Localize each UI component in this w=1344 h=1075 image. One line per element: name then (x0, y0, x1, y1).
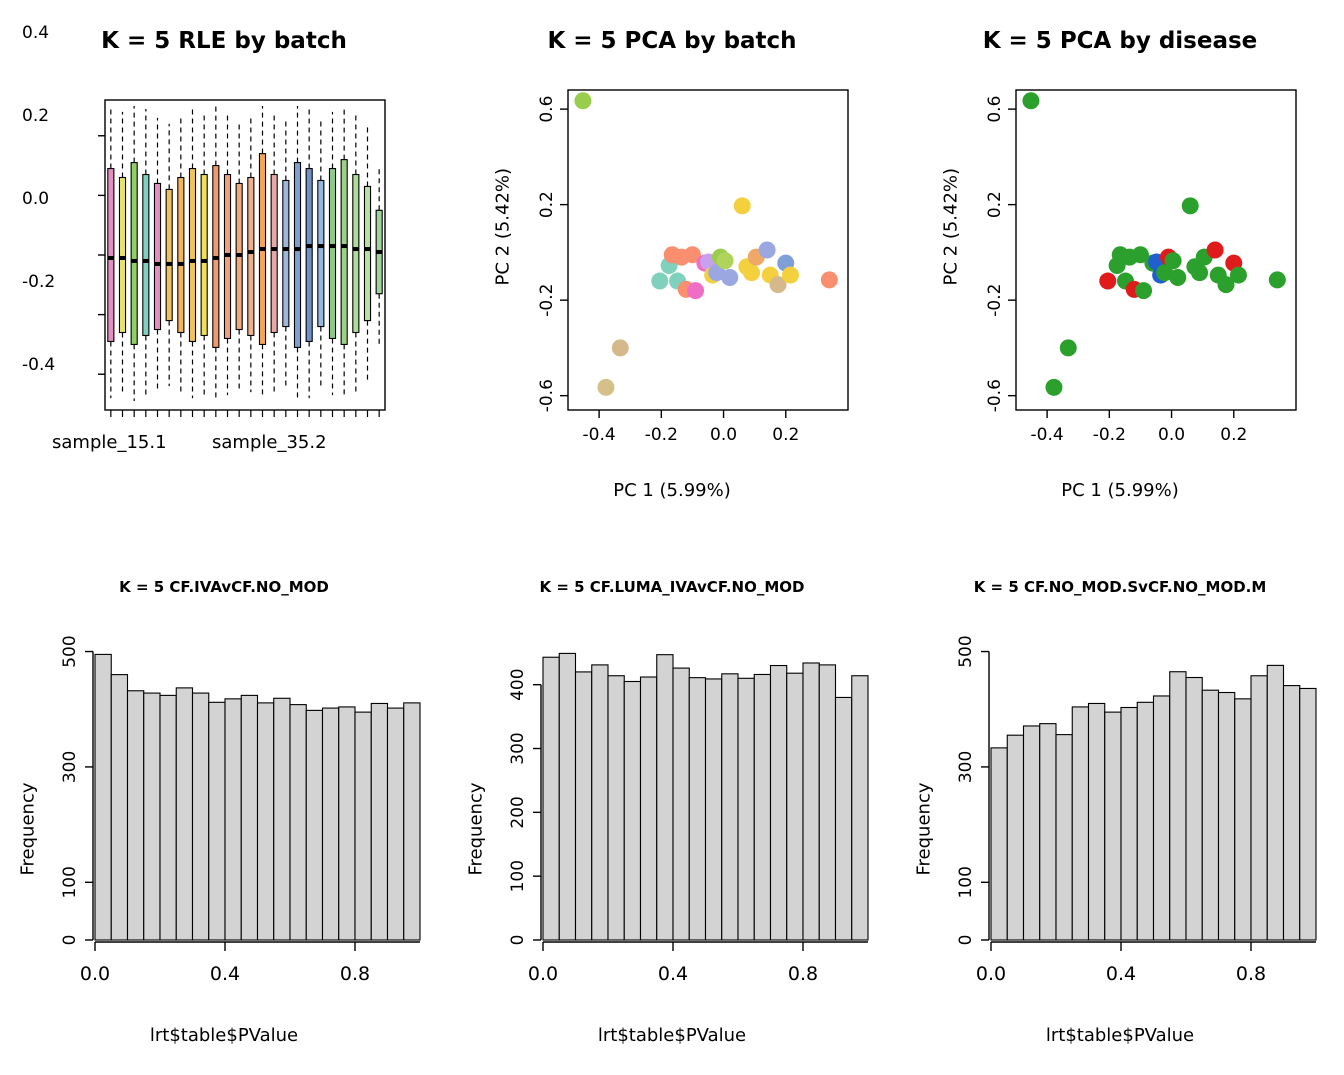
hist-bar (1056, 735, 1072, 940)
hist-bar (1186, 678, 1202, 941)
rle-box (178, 178, 184, 333)
hist-bar (274, 698, 290, 940)
xtick-label: 0.0 (1158, 425, 1186, 445)
rle-ytick--0.2: -0.2 (22, 272, 56, 292)
xtick-label: -0.2 (1092, 425, 1126, 445)
xtick-label: 0.4 (209, 963, 241, 985)
hist-bar (1007, 735, 1023, 940)
rle-box (189, 169, 195, 342)
xtick-label: 0.2 (772, 425, 800, 445)
rle-box (166, 189, 172, 320)
hist-bar (673, 668, 689, 940)
hist-bar (576, 672, 592, 940)
ytick-label: 500 (60, 635, 80, 668)
pca-batch-ylabel: PC 2 (5.42%) (492, 167, 514, 286)
rle-box (143, 175, 149, 336)
rle-xtick-sample-15-1: sample_15.1 (52, 432, 167, 453)
scatter-point (721, 269, 738, 286)
rle-box (306, 169, 312, 342)
xtick-label: 0.0 (975, 963, 1007, 985)
rle-box (341, 160, 347, 345)
hist-bar (624, 681, 640, 940)
hist-2-ylabel: Frequency (465, 782, 487, 876)
ytick-label: -0.6 (537, 379, 557, 413)
ytick-label: 400 (508, 668, 528, 701)
ytick-label: 300 (508, 732, 528, 765)
ytick-label: 0 (956, 934, 976, 946)
hist-bar (1202, 690, 1218, 940)
scatter-point (717, 252, 734, 269)
ytick-label: -0.6 (985, 379, 1005, 413)
scatter-point (574, 92, 591, 109)
ytick-label: 100 (60, 866, 80, 899)
rle-box (364, 186, 370, 320)
ytick-label: 300 (956, 750, 976, 784)
panel-hist-2 (448, 540, 896, 1075)
hist-3-ylabel: Frequency (913, 782, 935, 876)
hist-bar (1219, 693, 1235, 941)
panel-pca-by-disease (896, 0, 1344, 530)
pca-disease-ylabel: PC 2 (5.42%) (940, 167, 962, 286)
scatter-point (1045, 379, 1062, 396)
rle-ytick-0.4: 0.4 (22, 23, 50, 43)
hist-bar (689, 678, 705, 940)
rle-box (131, 163, 137, 345)
rle-xtick-sample-35-2: sample_35.2 (212, 432, 327, 453)
xtick-label: -0.4 (1030, 425, 1064, 445)
hist-bar (339, 707, 355, 940)
hist-bar (95, 654, 111, 940)
scatter-point (1269, 271, 1286, 288)
panel-pca-by-batch (448, 0, 896, 530)
rle-box (294, 163, 300, 348)
hist-bar (1024, 726, 1040, 940)
hist-bar (111, 675, 127, 940)
pca-disease-xlabel: PC 1 (5.99%) (1061, 480, 1179, 501)
hist-bar (193, 693, 209, 940)
hist-bar (160, 695, 176, 940)
hist-bar (1284, 686, 1300, 940)
hist-bar (241, 695, 257, 940)
pca-batch-canvas (448, 0, 896, 530)
panel-hist-1 (0, 540, 448, 1075)
hist-bar (836, 697, 852, 940)
hist-bar (738, 678, 754, 940)
xtick-label: 0.8 (787, 963, 819, 985)
scatter-point (1182, 197, 1199, 214)
scatter-point (1135, 282, 1152, 299)
panel-title-hist-3: K = 5 CF.NO_MOD.SvCF.NO_MOD.M (973, 578, 1267, 596)
hist-bar (819, 665, 835, 940)
pca-by-batch-plot-box (568, 90, 848, 410)
scatter-point (759, 242, 776, 259)
hist-bar (128, 691, 144, 940)
rle-ytick-0.2: 0.2 (22, 106, 50, 126)
panel-hist-3 (896, 540, 1344, 1075)
hist-2-xlabel: lrt$table$PValue (597, 1025, 747, 1046)
hist-bar (355, 712, 371, 940)
hist-bar (1154, 696, 1170, 940)
rle-box (318, 180, 324, 326)
scatter-point (1022, 92, 1039, 109)
hist-bar (306, 710, 322, 940)
hist-bar (144, 693, 160, 940)
ytick-label: 300 (60, 750, 80, 784)
ytick-label: 0.2 (985, 191, 1005, 219)
ytick-label: 100 (508, 859, 528, 893)
xtick-label: 0.8 (1235, 963, 1267, 985)
rle-ytick--0.4: -0.4 (22, 355, 56, 375)
hist-bar (657, 655, 673, 940)
hist-2-canvas (448, 540, 896, 1075)
hist-bar (991, 748, 1007, 940)
hist-bar (543, 657, 559, 940)
xtick-label: 0.0 (710, 425, 738, 445)
scatter-point (821, 271, 838, 288)
xtick-label: 0.0 (79, 963, 111, 985)
pca-by-disease-plot-box (1016, 90, 1296, 410)
hist-bar (176, 688, 192, 940)
ytick-label: 0.2 (537, 191, 557, 219)
xtick-label: -0.2 (644, 425, 678, 445)
rle-box (201, 175, 207, 336)
hist-1-xlabel: lrt$table$PValue (149, 1025, 299, 1046)
scatter-point (1207, 242, 1224, 259)
scatter-point (1191, 264, 1208, 281)
rle-ytick-0.0: 0.0 (22, 189, 50, 209)
scatter-point (651, 273, 668, 290)
hist-bar (323, 708, 339, 940)
panel-title-pca-disease: K = 5 PCA by disease (982, 28, 1258, 54)
ytick-label: 500 (956, 635, 976, 668)
hist-bar (787, 673, 803, 940)
ytick-label: 100 (956, 866, 976, 899)
hist-bar (641, 677, 657, 940)
hist-bar (1105, 712, 1121, 940)
hist-bar (404, 703, 420, 940)
hist-3-canvas (896, 540, 1344, 1075)
rle-box (154, 183, 160, 329)
ytick-label: 200 (508, 796, 528, 829)
xtick-label: 0.4 (657, 963, 689, 985)
hist-bar (1170, 672, 1186, 940)
hist-bar (592, 665, 608, 940)
hist-bar (722, 674, 738, 940)
rle-box (119, 178, 125, 333)
hist-bar (225, 699, 241, 940)
ytick-label: 0 (60, 934, 80, 946)
hist-bar (209, 702, 225, 940)
hist-bar (754, 674, 770, 940)
hist-bar (608, 676, 624, 940)
scatter-point (612, 339, 629, 356)
hist-bar (1267, 665, 1283, 940)
hist-bar (1251, 676, 1267, 940)
hist-bar (852, 676, 868, 940)
hist-1-canvas (0, 540, 448, 1075)
hist-bar (803, 663, 819, 940)
scatter-point (1165, 252, 1182, 269)
hist-bar (771, 666, 787, 940)
hist-bar (290, 705, 306, 940)
xtick-label: 0.0 (527, 963, 559, 985)
pca-disease-canvas (896, 0, 1344, 530)
rle-box (283, 180, 289, 326)
scatter-point (1099, 273, 1116, 290)
xtick-label: 0.4 (1105, 963, 1137, 985)
scatter-point (743, 264, 760, 281)
scatter-point (1230, 267, 1247, 284)
panel-title-hist-2: K = 5 CF.LUMA_IVAvCF.NO_MOD (539, 578, 805, 596)
hist-1-ylabel: Frequency (17, 782, 39, 876)
xtick-label: 0.2 (1220, 425, 1248, 445)
hist-3-xlabel: lrt$table$PValue (1045, 1025, 1195, 1046)
rle-plot-canvas (0, 0, 448, 500)
scatter-point (782, 267, 799, 284)
panel-title-rle: K = 5 RLE by batch (101, 28, 347, 54)
rle-box (271, 175, 277, 333)
ytick-label: -0.2 (985, 283, 1005, 317)
scatter-point (734, 197, 751, 214)
panel-title-pca-batch: K = 5 PCA by batch (547, 28, 797, 54)
hist-bar (1300, 688, 1316, 940)
hist-bar (706, 679, 722, 940)
scatter-point (1060, 339, 1077, 356)
hist-bar (1235, 699, 1251, 940)
ytick-label: 0.6 (537, 95, 557, 123)
ytick-label: 0 (508, 934, 528, 946)
ytick-label: -0.2 (537, 283, 557, 317)
hist-bar (258, 703, 274, 940)
rle-box (248, 178, 254, 336)
xtick-label: -0.4 (582, 425, 616, 445)
rle-box (329, 169, 335, 339)
hist-bar (371, 703, 387, 940)
scatter-point (687, 282, 704, 299)
hist-bar (1089, 703, 1105, 940)
panel-rle-by-batch (0, 0, 448, 500)
pca-batch-xlabel: PC 1 (5.99%) (613, 480, 731, 501)
scatter-point (597, 379, 614, 396)
rle-box (108, 169, 114, 342)
hist-bar (1121, 708, 1137, 941)
rle-box (353, 175, 359, 333)
ytick-label: 0.6 (985, 95, 1005, 123)
scatter-point (1169, 269, 1186, 286)
hist-bar (559, 653, 575, 940)
hist-bar (1040, 724, 1056, 940)
hist-bar (1072, 707, 1088, 940)
hist-bar (388, 708, 404, 940)
xtick-label: 0.8 (339, 963, 371, 985)
panel-title-hist-1: K = 5 CF.IVAvCF.NO_MOD (119, 578, 329, 596)
hist-bar (1137, 702, 1153, 940)
